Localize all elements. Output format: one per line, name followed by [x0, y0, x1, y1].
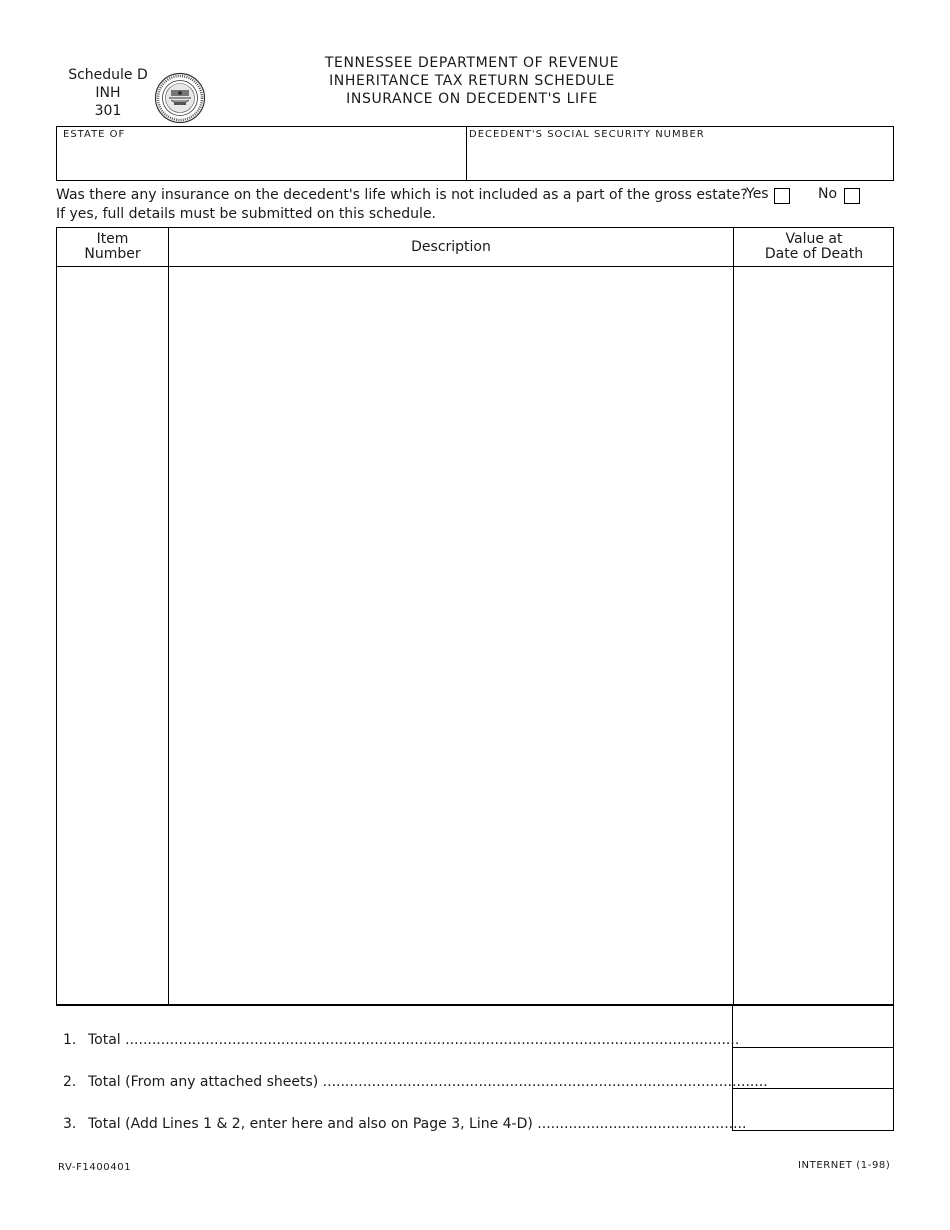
total-line-2: 2. Total (From any attached sheets) .................................................................................................... [63, 1074, 768, 1090]
column-header-item-number: Item Number [84, 231, 141, 262]
ssn-label: DECEDENT'S SOCIAL SECURITY NUMBER [469, 129, 705, 140]
estate-of-label: ESTATE OF [63, 129, 126, 140]
tennessee-state-seal-icon [154, 72, 206, 124]
schedule-title: INSURANCE ON DECEDENT'S LIFE [346, 91, 598, 107]
form-code: INH [95, 85, 121, 101]
value-area[interactable] [734, 267, 893, 1004]
no-label: No [818, 186, 838, 202]
yes-checkbox[interactable] [774, 188, 790, 204]
item-number-area[interactable] [57, 267, 168, 1004]
estate-of-field[interactable] [59, 143, 463, 178]
insurance-question [56, 186, 748, 224]
no-checkbox[interactable] [844, 188, 860, 204]
return-title: INHERITANCE TAX RETURN SCHEDULE [329, 73, 615, 89]
insurance-table [56, 227, 894, 1006]
version-footer: INTERNET (1-98) [798, 1160, 891, 1171]
ssn-field[interactable] [469, 143, 889, 178]
form-code-footer: RV-F1400401 [58, 1162, 132, 1173]
totals-value-box [732, 1005, 894, 1131]
form-number: 301 [94, 103, 122, 119]
yes-label: Yes [746, 186, 769, 202]
total-line-1: 1. Total .......................................................................................................................................... [63, 1032, 740, 1048]
schedule-label: Schedule D [68, 67, 148, 83]
schedule-identifier [58, 66, 158, 120]
estate-box-divider [466, 127, 467, 180]
total-line-3: 3. Total (Add Lines 1 & 2, enter here and also on Page 3, Line 4-D) ............................................... [63, 1116, 747, 1132]
total-1-value[interactable] [733, 1006, 893, 1047]
form-header [250, 54, 694, 108]
question-text: Was there any insurance on the decedent's life which is not included as a part of the gross estate? [56, 187, 748, 203]
department-title: TENNESSEE DEPARTMENT OF REVENUE [324, 55, 620, 71]
description-area[interactable] [169, 267, 733, 1004]
column-header-value: Value at Date of Death [764, 231, 864, 262]
column-header-description: Description [411, 239, 491, 255]
total-3-value[interactable] [733, 1089, 893, 1130]
question-followup: If yes, full details must be submitted on this schedule. [56, 206, 437, 222]
estate-info-box [56, 126, 894, 181]
